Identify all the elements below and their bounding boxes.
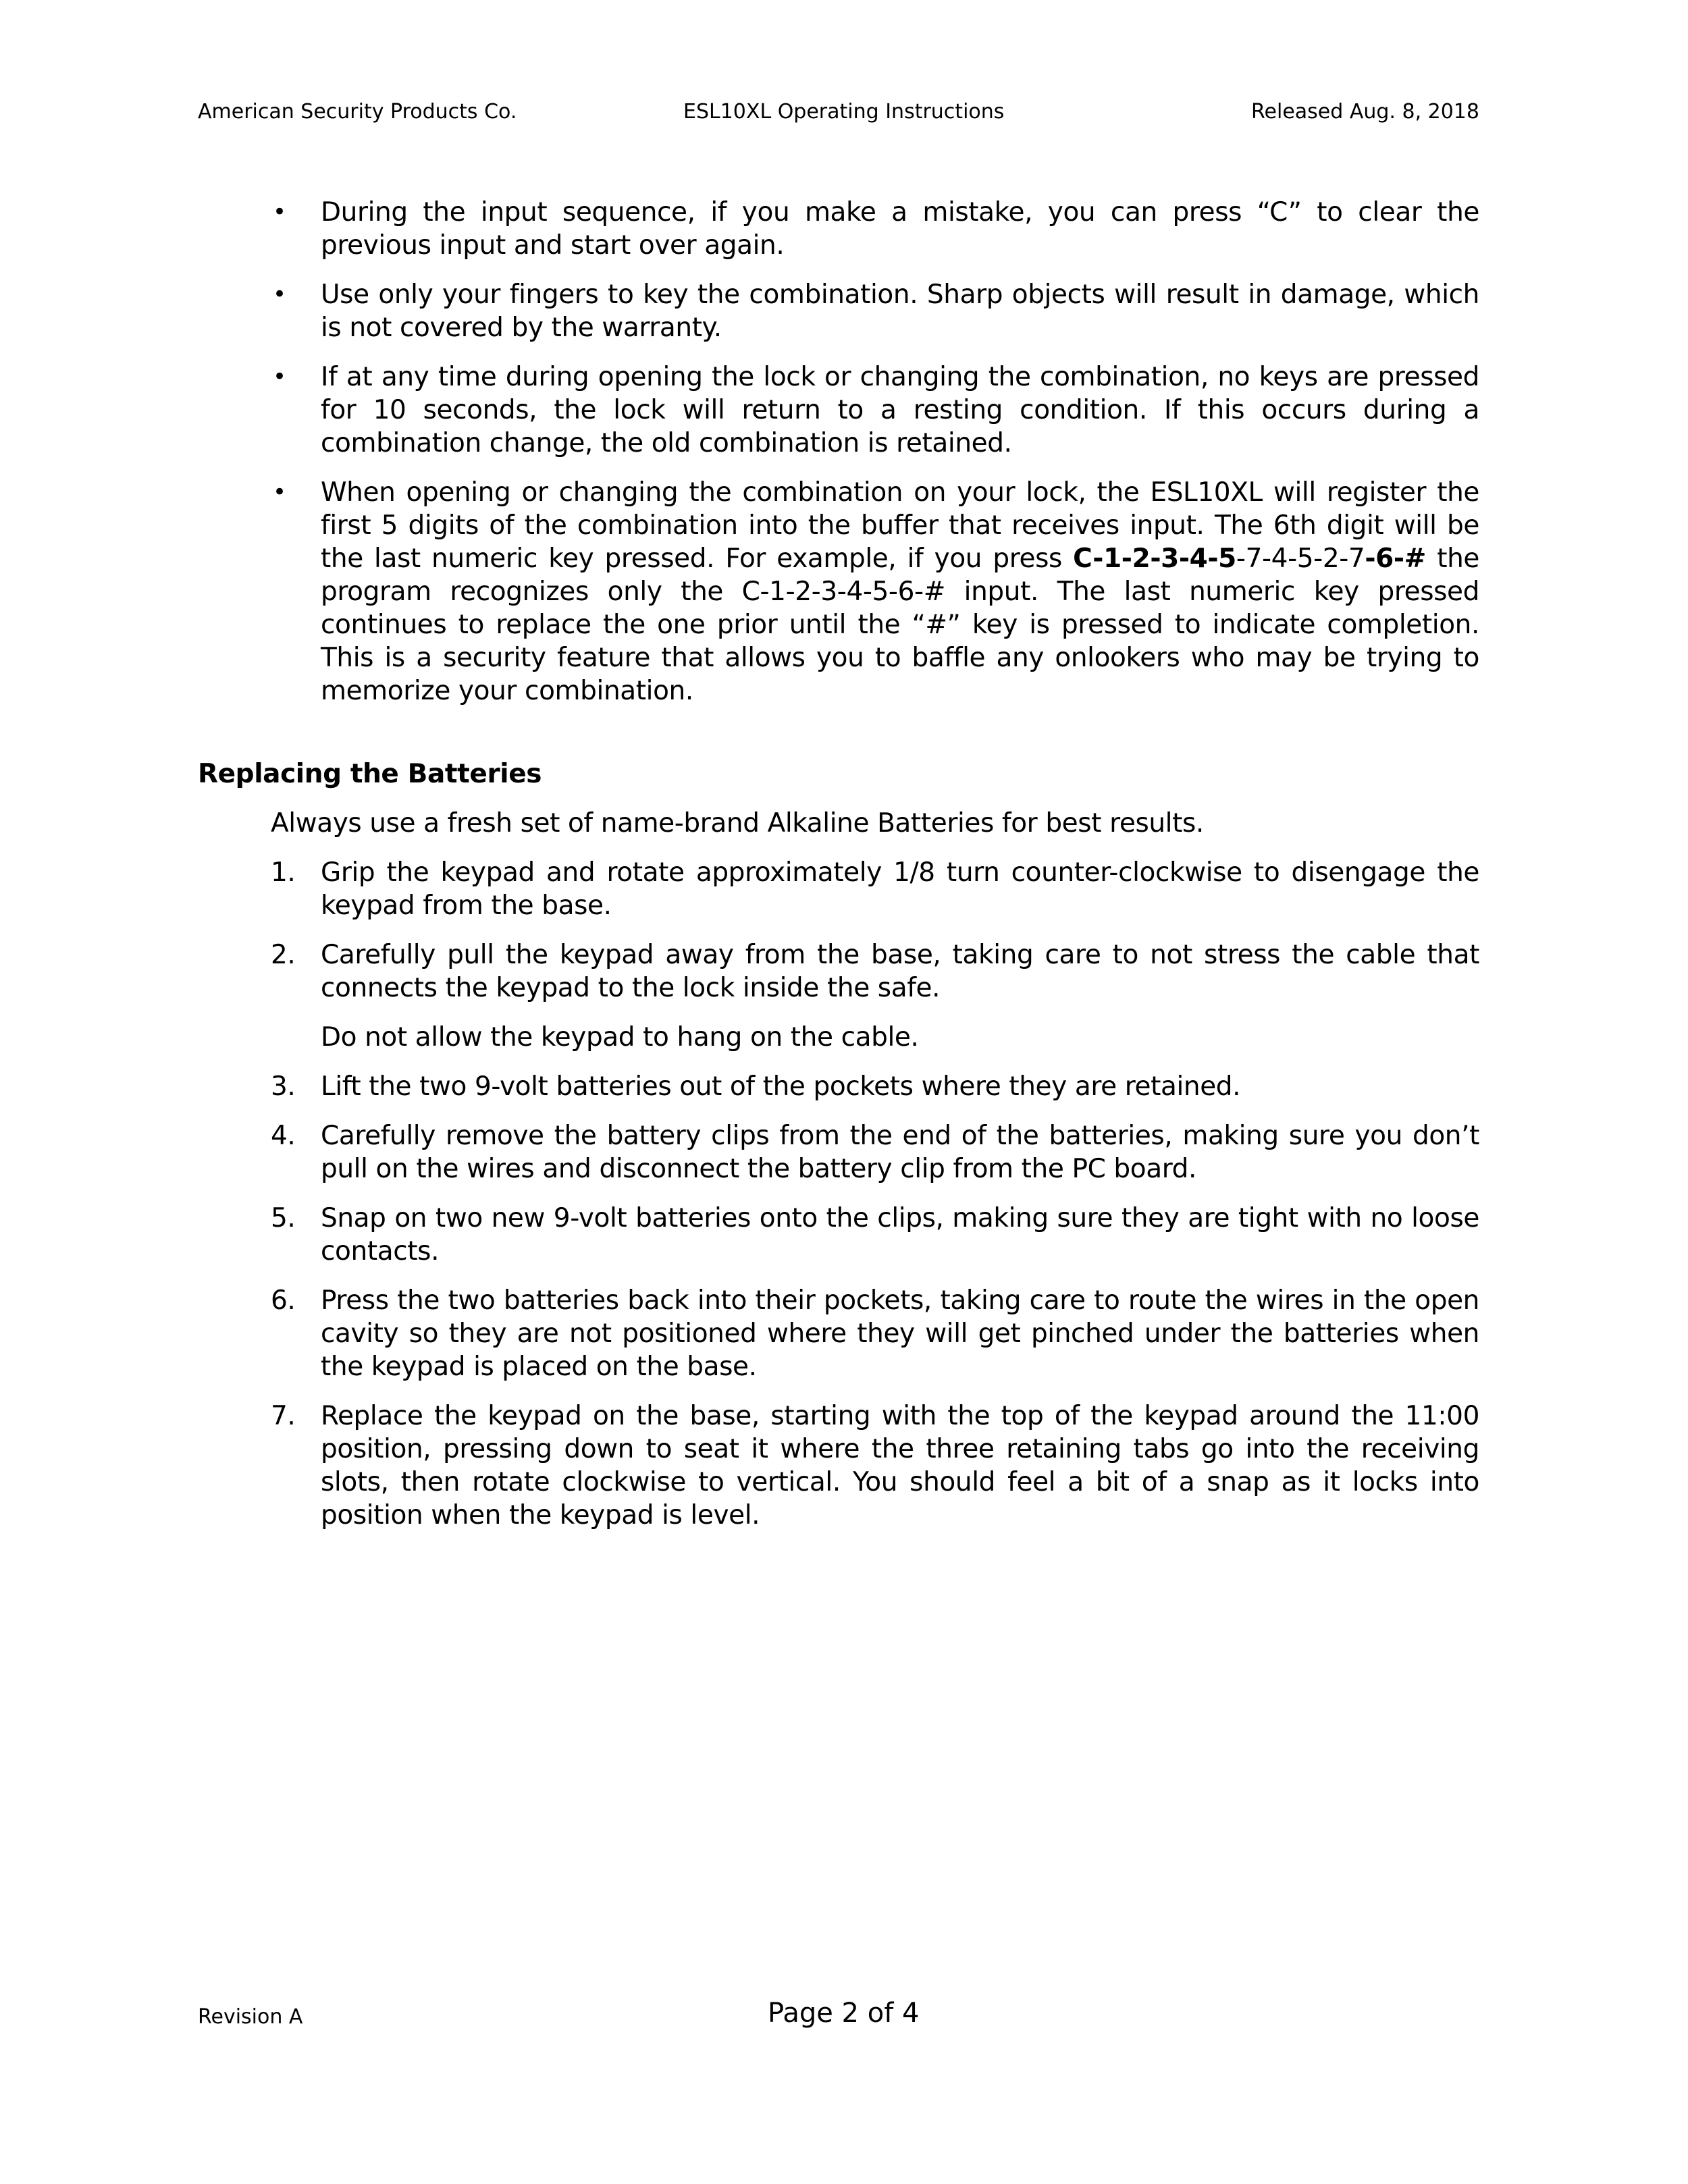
- list-item-text: When opening or changing the combination on your lock, the ESL10XL will register the first 5 digits of the combination into the buffer that receives input. The 6th digit will be the last numeric key pressed. For example, if you press C-1-2-3-4-5-7-4-5-2-7-6-# the program recognizes only the C-1-2-3-4-5-6-# input. The last numeric key pressed continues to replace the one prior until the “#” key is pressed to indicate completion. This is a security feature that allows you to baffle any onlookers who may be trying to memorize your combination.: [321, 477, 1479, 706]
- example-final-bold: -6-#: [1365, 543, 1426, 574]
- step-number: 3.: [271, 1071, 296, 1102]
- list-item-text: If at any time during opening the lock or changing the combination, no keys are pressed for 10 seconds, the lock will return to a resting condition. If this occurs during a combination change, the old combination is retained.: [321, 362, 1479, 458]
- bullet-icon: •: [273, 281, 286, 308]
- list-item: [198, 1400, 1479, 1532]
- list-item: [198, 1070, 1479, 1103]
- list-item: [198, 476, 1479, 708]
- bullet-icon: •: [273, 479, 286, 506]
- step-note: Do not allow the keypad to hang on the cable.: [321, 1022, 919, 1053]
- step-text: Lift the two 9-volt batteries out of the pockets where they are retained.: [321, 1071, 1241, 1102]
- tips-list: [198, 196, 1479, 708]
- list-item-text: During the input sequence, if you make a mistake, you can press “C” to clear the previous input and start over again.: [321, 197, 1479, 261]
- step-number: 2.: [271, 940, 296, 970]
- step-text: Replace the keypad on the base, starting with the top of the keypad around the 11:00 position, pressing down to seat it where the three retaining tabs go into the receiving slots, then rotate clockwise to vertical. You should feel a bit of a snap as it locks into position when the keypad is level.: [321, 1401, 1479, 1530]
- step-text: Carefully remove the battery clips from the end of the batteries, making sure you don’t pull on the wires and disconnect the battery clip from the PC board.: [321, 1121, 1479, 1184]
- list-item: [198, 1202, 1479, 1268]
- page-header: [198, 99, 1479, 126]
- list-item-text: Use only your fingers to key the combination. Sharp objects will result in damage, which is not covered by the warranty.: [321, 279, 1479, 343]
- example-sequence-bold: C-1-2-3-4-5: [1073, 543, 1236, 574]
- bullet-icon: •: [273, 363, 286, 390]
- list-item: [198, 196, 1479, 262]
- header-release-date: Released Aug. 8, 2018: [1251, 100, 1479, 124]
- page-content: [198, 196, 1479, 1548]
- section-title: Replacing the Batteries: [198, 759, 542, 789]
- footer-page-number: Page 2 of 4: [768, 1998, 920, 2029]
- bullet-icon: •: [273, 198, 286, 225]
- list-item: [198, 1284, 1479, 1383]
- step-number: 6.: [271, 1285, 296, 1316]
- section-intro: Always use a fresh set of name-brand Alkaline Batteries for best results.: [271, 808, 1204, 838]
- step-text: Press the two batteries back into their pockets, taking care to route the wires in the open cavity so they are not positioned where they will get pinched under the batteries when the keypad is placed on the base.: [321, 1285, 1479, 1382]
- steps-list: [198, 856, 1479, 1532]
- step-text: Snap on two new 9-volt batteries onto the clips, making sure they are tight with no loose contacts.: [321, 1203, 1479, 1267]
- step-number: 5.: [271, 1203, 296, 1233]
- step-number: 7.: [271, 1401, 296, 1431]
- step-text: Carefully pull the keypad away from the base, taking care to not stress the cable that connects the keypad to the lock inside the safe.: [321, 940, 1479, 1003]
- list-item: [198, 278, 1479, 344]
- header-company: American Security Products Co.: [198, 100, 517, 124]
- list-item: [198, 856, 1479, 922]
- header-document-title: ESL10XL Operating Instructions: [683, 100, 1005, 124]
- list-item: [198, 361, 1479, 460]
- step-text: Grip the keypad and rotate approximately 1/8 turn counter-clockwise to disengage the keypad from the base.: [321, 857, 1479, 921]
- footer-revision: Revision A: [198, 2005, 303, 2029]
- step-number: 4.: [271, 1121, 296, 1151]
- step-number: 1.: [271, 857, 296, 888]
- list-item: [198, 1119, 1479, 1186]
- list-item: [198, 938, 1479, 1054]
